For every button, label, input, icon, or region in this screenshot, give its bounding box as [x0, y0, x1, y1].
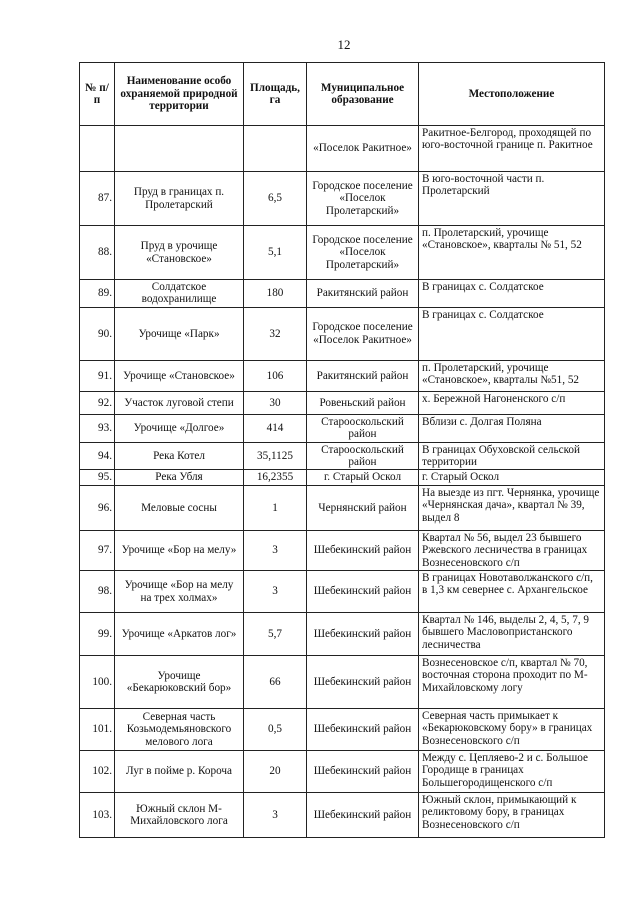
row-municipality: Старооскольский район — [307, 414, 419, 442]
row-area — [244, 126, 307, 172]
row-area: 30 — [244, 391, 307, 414]
row-number — [80, 126, 115, 172]
row-location: В границах с. Солдатское — [419, 280, 605, 308]
row-area: 32 — [244, 307, 307, 360]
header-number: № п/п — [80, 63, 115, 126]
row-municipality: Городское поселение «Поселок Пролетарский» — [307, 172, 419, 226]
table-row — [80, 360, 605, 391]
row-municipality: Ровеньский район — [307, 391, 419, 414]
table-row — [80, 751, 605, 793]
row-name: Солдатское водохранилище — [115, 280, 244, 308]
row-municipality: Ракитянский район — [307, 280, 419, 308]
row-area: 106 — [244, 360, 307, 391]
row-area: 0,5 — [244, 709, 307, 751]
row-location: В границах с. Солдатское — [419, 307, 605, 360]
row-area: 6,5 — [244, 172, 307, 226]
row-location: г. Старый Оскол — [419, 470, 605, 485]
row-municipality: Шебекинский район — [307, 709, 419, 751]
table-row — [80, 414, 605, 442]
row-area: 3 — [244, 571, 307, 613]
row-location: На выезде из пгт. Чернянка, урочище «Чернянская дача», квартал № 39, выдел 8 — [419, 485, 605, 530]
table-row — [80, 485, 605, 530]
header-name: Наименование особо охраняемой природной территории — [115, 63, 244, 126]
row-number: 98. — [80, 571, 115, 613]
row-number: 87. — [80, 172, 115, 226]
table-row — [80, 442, 605, 470]
row-municipality: Шебекинский район — [307, 613, 419, 656]
row-name: Меловые сосны — [115, 485, 244, 530]
row-name: Пруд в урочище «Становское» — [115, 226, 244, 280]
row-number: 100. — [80, 656, 115, 709]
row-name: Урочище «Становское» — [115, 360, 244, 391]
table-row — [80, 571, 605, 613]
row-name: Участок луговой степи — [115, 391, 244, 414]
row-name: Урочище «Аркатов лог» — [115, 613, 244, 656]
row-number: 91. — [80, 360, 115, 391]
row-name: Урочище «Бекарюковский бор» — [115, 656, 244, 709]
row-municipality: Городское поселение «Поселок Ракитное» — [307, 307, 419, 360]
table-row — [80, 126, 605, 172]
row-number: 103. — [80, 793, 115, 838]
row-area: 1 — [244, 485, 307, 530]
row-municipality: Городское поселение «Поселок Пролетарский» — [307, 226, 419, 280]
row-area: 35,1125 — [244, 442, 307, 470]
row-area: 3 — [244, 793, 307, 838]
row-location: Квартал № 146, выделы 2, 4, 5, 7, 9 бывшего Масловопристанского лесничества — [419, 613, 605, 656]
row-location: Южный склон, примыкающий к реликтовому бору, в границах Вознесеновского с/п — [419, 793, 605, 838]
row-municipality: Чернянский район — [307, 485, 419, 530]
row-number: 95. — [80, 470, 115, 485]
row-number: 89. — [80, 280, 115, 308]
row-location: Вблизи с. Долгая Поляна — [419, 414, 605, 442]
row-number: 102. — [80, 751, 115, 793]
row-location: Ракитное-Белгород, проходящей по юго-восточной границе п. Ракитное — [419, 126, 605, 172]
table-row — [80, 530, 605, 570]
row-area: 66 — [244, 656, 307, 709]
row-name: Урочище «Бор на мелу на трех холмах» — [115, 571, 244, 613]
row-number: 97. — [80, 530, 115, 570]
row-municipality: Шебекинский район — [307, 530, 419, 570]
table-row — [80, 172, 605, 226]
row-number: 88. — [80, 226, 115, 280]
row-number: 94. — [80, 442, 115, 470]
row-municipality: Шебекинский район — [307, 793, 419, 838]
row-location: Между с. Цепляево-2 и с. Большое Городище в границах Большегородищенского с/п — [419, 751, 605, 793]
row-name: Река Котел — [115, 442, 244, 470]
row-number: 90. — [80, 307, 115, 360]
row-location: п. Пролетарский, урочище «Становское», кварталы № 51, 52 — [419, 226, 605, 280]
row-location: Северная часть примыкает к «Бекарюковскому бору» в границах Вознесеновского с/п — [419, 709, 605, 751]
row-location: х. Бережной Нагоненского с/п — [419, 391, 605, 414]
table-header-row — [80, 63, 605, 126]
row-name: Северная часть Козьмодемьяновского мелового лога — [115, 709, 244, 751]
row-municipality: г. Старый Оскол — [307, 470, 419, 485]
row-name: Пруд в границах п. Пролетарский — [115, 172, 244, 226]
row-number: 101. — [80, 709, 115, 751]
row-location: В границах Новотаволжанского с/п, в 1,3 км севернее с. Архангельское — [419, 571, 605, 613]
table-row — [80, 280, 605, 308]
header-location: Местоположение — [419, 63, 605, 126]
row-area: 3 — [244, 530, 307, 570]
header-municipality: Муниципальное образование — [307, 63, 419, 126]
row-name: Урочище «Бор на мелу» — [115, 530, 244, 570]
row-name: Луг в пойме р. Короча — [115, 751, 244, 793]
row-name: Урочище «Парк» — [115, 307, 244, 360]
row-name — [115, 126, 244, 172]
row-municipality: Старооскольский район — [307, 442, 419, 470]
table-row — [80, 391, 605, 414]
row-location: Вознесеновское с/п, квартал № 70, восточная сторона проходит по М-Михайловскому логу — [419, 656, 605, 709]
row-location: В юго-восточной части п. Пролетарский — [419, 172, 605, 226]
row-municipality: Шебекинский район — [307, 571, 419, 613]
row-name: Южный склон М-Михайловского лога — [115, 793, 244, 838]
row-municipality: Ракитянский район — [307, 360, 419, 391]
table-row — [80, 656, 605, 709]
row-municipality: Шебекинский район — [307, 751, 419, 793]
table-row — [80, 307, 605, 360]
row-name: Река Убля — [115, 470, 244, 485]
row-municipality: Шебекинский район — [307, 656, 419, 709]
row-number: 92. — [80, 391, 115, 414]
table-row — [80, 613, 605, 656]
row-number: 99. — [80, 613, 115, 656]
row-location: В границах Обуховской сельской территории — [419, 442, 605, 470]
row-location: п. Пролетарский, урочище «Становское», кварталы №51, 52 — [419, 360, 605, 391]
row-municipality: «Поселок Ракитное» — [307, 126, 419, 172]
row-name: Урочище «Долгое» — [115, 414, 244, 442]
table-row — [80, 470, 605, 485]
table-row — [80, 793, 605, 838]
row-area: 414 — [244, 414, 307, 442]
row-number: 96. — [80, 485, 115, 530]
row-area: 180 — [244, 280, 307, 308]
row-location: Квартал № 56, выдел 23 бывшего Ржевского лесничества в границах Вознесеновского с/п — [419, 530, 605, 570]
header-area: Площадь, га — [244, 63, 307, 126]
row-number: 93. — [80, 414, 115, 442]
row-area: 16,2355 — [244, 470, 307, 485]
row-area: 5,1 — [244, 226, 307, 280]
table-row — [80, 226, 605, 280]
row-area: 5,7 — [244, 613, 307, 656]
row-area: 20 — [244, 751, 307, 793]
page-number: 12 — [337, 37, 351, 52]
protected-areas-table — [79, 62, 605, 838]
table-row — [80, 709, 605, 751]
